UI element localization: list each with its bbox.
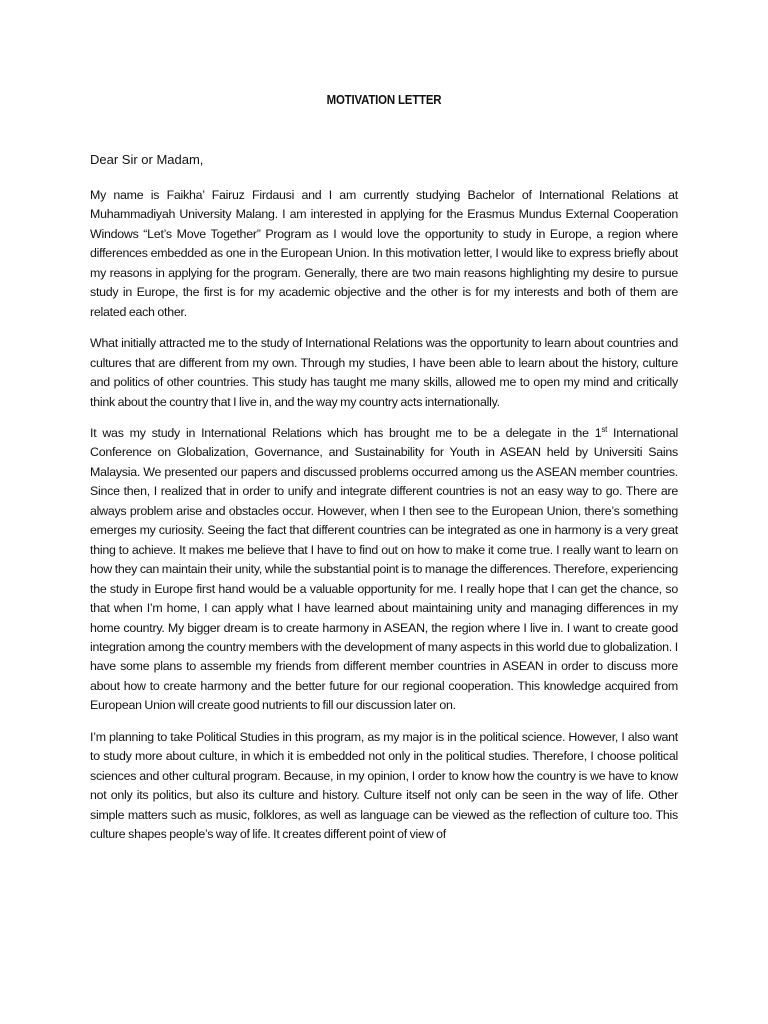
- paragraph-text-start: It was my study in International Relations which has brought me to be a delegate in the 1: [90, 425, 602, 440]
- letter-page: [90, 92, 678, 857]
- paragraph-political-studies: I’m planning to take Political Studies in this program, as my major is in the political science. However, I also want to study more about culture, in which it is embedded not only in the political studies. Therefore, I choose political sciences and other cultural program. Because, in my opinion, I order to know how the country is we have to know not only its politics, but also its culture and history. Culture itself not only can be seen in the way of life. Other simple matters such as music, folklores, as well as language can be viewed as the reflection of culture too. This culture shapes people’s way of life. It creates different point of view of: [90, 729, 678, 842]
- paragraph-asean-conference: [90, 424, 678, 716]
- paragraph-introduction: My name is Faikha’ Fairuz Firdausi and I am currently studying Bachelor of International Relations at Muhammadiyah University Malang. I am interested in applying for the Erasmus Mundus External Cooperation Windows “Let’s Move Together” Program as I would love the opportunity to study in Europe, a region where differences embedded as one in the European Union. In this motivation letter, I would like to express briefly about my reasons in applying for the program. Generally, there are two main reasons highlighting my desire to pursue study in Europe, the first is for my academic objective and the other is for my interests and both of them are related each other.: [90, 188, 678, 319]
- letter-title: MOTIVATION LETTER: [326, 92, 442, 107]
- ordinal-superscript: st: [601, 424, 608, 434]
- paragraph-international-relations: What initially attracted me to the study of International Relations was the opportunity to learn about countries and cultures that are different from my own. Through my studies, I have been able to learn about the history, culture and politics of other countries. This study has taught me many skills, allowed me to open my mind and critically think about the country that I live in, and the way my country acts internationally.: [90, 336, 678, 409]
- paragraph-text-rest: International Conference on Globalization, Governance, and Sustainability for Youth in ASEAN held by Universiti Sains Malaysia. We presented our papers and discussed problems occurred among us the ASEAN member countries. Since then, I realized that in order to unify and integrate different countries is not an easy way to go. There are always problem arise and obstacles occur. However, when I then see to the European Union, there’s something emerges my curiosity. Seeing the fact that different countries can be integrated as one in harmony is a very great thing to achieve. It makes me believe that I have to find out on how to make it come true. I really want to learn on how they can maintain their unity, while the substantial point is to manage the differences. Therefore, experiencing the study in Europe first hand would be a valuable opportunity for me. I really hope that I can get the chance, so that when I’m home, I can apply what I have learned about maintaining unity and managing differences in my home country. My bigger dream is to create harmony in ASEAN, the region where I live in. I want to create good integration among the country members with the development of many aspects in this world due to globalization. I have some plans to assemble my friends from different member countries in ASEAN in order to discuss more about how to create harmony and the better future for our regional cooperation. This knowledge acquired from European Union will create good nutrients to fill our discussion later on.: [90, 425, 679, 713]
- salutation: Dear Sir or Madam,: [90, 152, 204, 167]
